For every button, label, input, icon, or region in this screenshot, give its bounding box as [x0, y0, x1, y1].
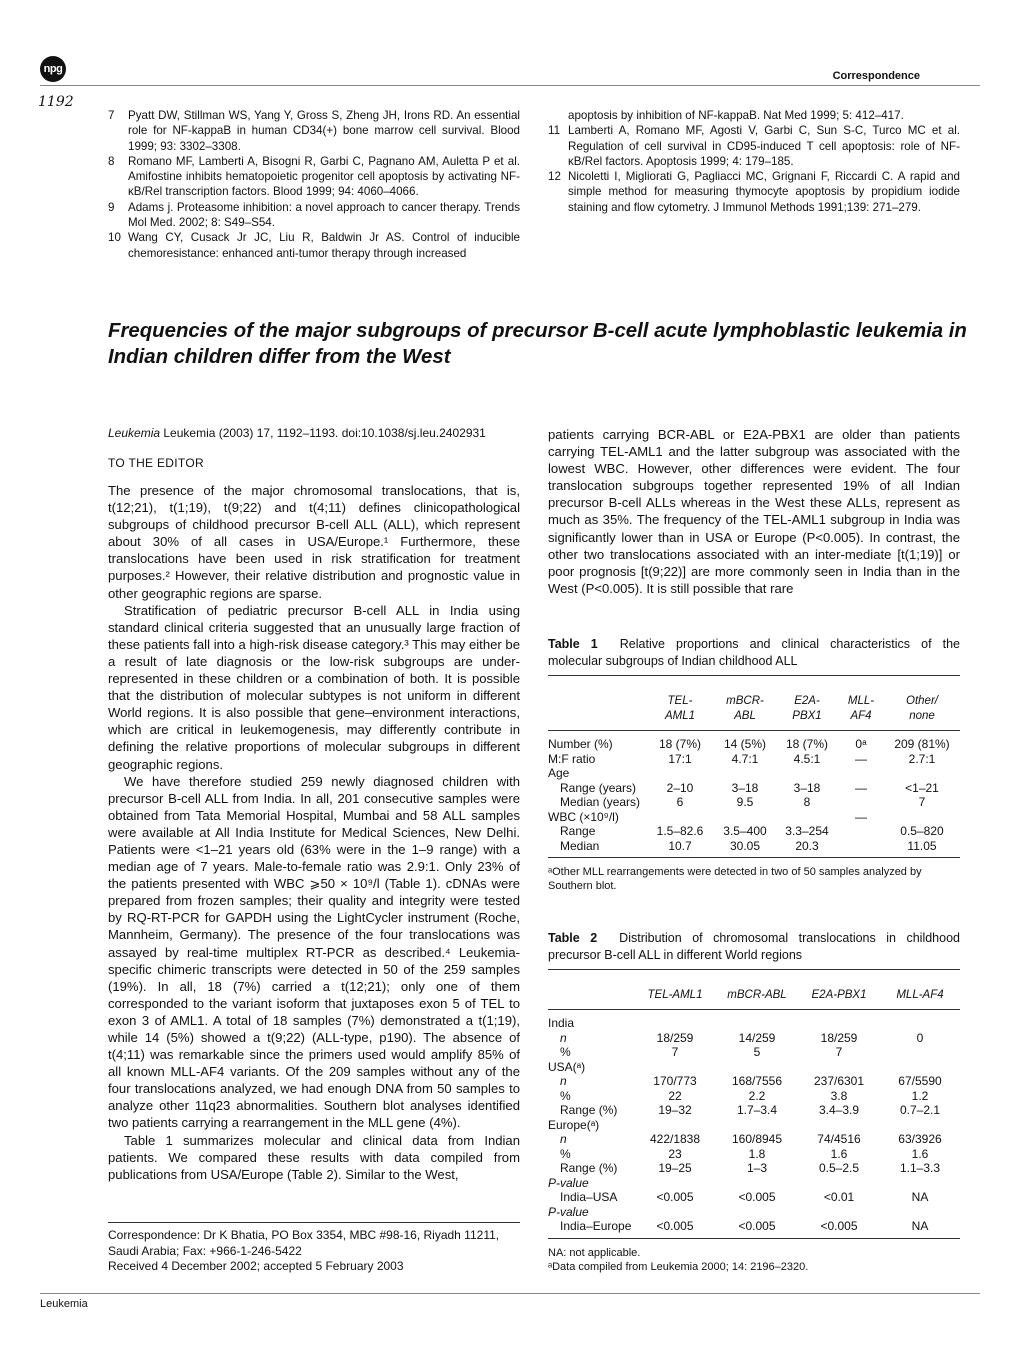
row-label: n	[560, 1030, 567, 1045]
table-row	[548, 1074, 960, 1089]
table-2-column-header	[548, 988, 634, 1010]
reference-entry	[108, 200, 520, 231]
reference-number: 9	[108, 200, 115, 214]
table-row	[548, 839, 960, 854]
table-row	[548, 810, 960, 825]
table-cell: 7	[918, 795, 926, 809]
table-cell: 23	[668, 1146, 682, 1161]
header-line: AF4	[850, 710, 872, 722]
table-2-footnote-2: ᵃData compiled from Leukemia 2000; 14: 2196–2320.	[548, 1260, 809, 1273]
table-1-bottom-rule	[548, 857, 960, 858]
table-cell: <0.005	[820, 1219, 858, 1233]
header-line: E2A-	[794, 695, 820, 707]
table-row	[548, 766, 960, 781]
table-cell: 3.5–400	[723, 824, 767, 838]
table-cell: 30.05	[729, 838, 761, 853]
table-cell	[646, 810, 714, 825]
section-label: Correspondence	[832, 70, 920, 82]
row-label: n	[560, 1132, 567, 1146]
table-row	[548, 781, 960, 796]
table-1-label: Table 1	[548, 637, 598, 651]
table-cell: 20.3	[795, 838, 819, 853]
paragraph: The presence of the major chromosomal translocations, that is, t(12;21), t(1;19), t(9;22) and t(4;11) defines clinicopathological subgroups of childhood precursor B-cell ALL (ALL), which represent about 30% of all cases in USA/Europe.¹ Furthermore, these translocations have been used in risk stratification for treatment purposes.² However, their relative distribution and prognostic value in other geographic regions are sparse.	[108, 483, 520, 601]
table-cell: 18 (7%)	[785, 737, 829, 751]
table-cell	[798, 1205, 880, 1220]
table-cell	[880, 1060, 960, 1075]
table-cell	[880, 1205, 960, 1220]
table-1-column-header	[884, 694, 960, 731]
row-label: USA(ᵃ)	[548, 1059, 586, 1074]
table-1-grid	[548, 694, 960, 853]
article-citation: Leukemia Leukemia (2003) 17, 1192–1193. doi:10.1038/sj.leu.2402931	[108, 426, 486, 440]
header-line: MLL-	[847, 695, 875, 707]
salutation: TO THE EDITOR	[108, 456, 204, 470]
header-line: Other/	[906, 695, 938, 707]
row-label: Europe(ᵃ)	[548, 1117, 600, 1132]
table-cell: 4.5:1	[793, 751, 821, 766]
table-cell: 2.7:1	[908, 751, 936, 766]
received-dates: Received 4 December 2002; accepted 5 February 2003	[108, 1259, 404, 1274]
table-cell: 168/7556	[731, 1074, 783, 1088]
reference-number: 10	[108, 231, 121, 245]
row-label: P-value	[548, 1175, 589, 1190]
table-2-column-header: TEL-AML1	[634, 988, 716, 1010]
table-cell: <0.005	[656, 1219, 694, 1233]
row-label: Range (%)	[560, 1103, 618, 1117]
table-cell	[798, 1010, 880, 1031]
table-cell	[776, 810, 838, 825]
table-cell: 1.1–3.3	[899, 1161, 941, 1175]
table-row	[548, 1176, 960, 1191]
table-row	[548, 1219, 960, 1234]
table-cell: 209 (81%)	[894, 737, 950, 751]
table-cell: 7	[835, 1045, 843, 1059]
table-cell: 2.2	[748, 1088, 766, 1103]
reference-text: Pyatt DW, Stillman WS, Yang Y, Gross S, Zheng JH, Irons RD. An essential role for NF-kappaB in human CD34(+) bone marrow cell survival. Blood 1999; 93: 3302–3308.	[128, 109, 520, 153]
table-cell	[838, 795, 884, 810]
table-cell	[838, 766, 884, 781]
paragraph: patients carrying BCR-ABL or E2A-PBX1 are older than patients carrying TEL-AML1 and the latter subgroup was associated with the lowest WBC. However, other differences were evident. The four translocation subgroups together represented 19% of all Indian precursor B-cell ALLs whereas in the West these ALLs, represent as much as 35%. The frequency of the TEL-AML1 subgroup in India was significantly lower than in USA or Europe (P<0.005). In contrast, the other two translocations associated with an inter-mediate [t(1;19)] or poor prognosis [t(9;22)] are more commonly seen in India than in the West (P<0.005). It is still possible that rare	[548, 427, 960, 596]
table-1-column-header	[646, 694, 714, 731]
table-cell: 1–3	[746, 1161, 768, 1175]
npg-logo: npg	[40, 56, 66, 82]
row-label: WBC (×10⁹/l)	[548, 809, 619, 824]
table-cell	[884, 810, 960, 825]
table-1-column-header	[714, 694, 776, 731]
right-body-column	[548, 426, 960, 597]
reference-number: 12	[548, 170, 561, 184]
row-label: %	[560, 1045, 571, 1059]
table-cell: 1.6	[830, 1146, 848, 1161]
header-line: mBCR-	[726, 695, 764, 707]
table-cell: 14/259	[738, 1030, 776, 1045]
correspondence-footnote	[108, 1228, 520, 1275]
table-cell	[798, 1060, 880, 1075]
paragraph: Table 1 summarizes molecular and clinical data from Indian patients. We compared these results with data compiled from publications from USA/Europe (Table 2). Similar to the West,	[108, 1132, 520, 1182]
table-1-header-row	[548, 694, 960, 731]
table-cell: 10.7	[668, 838, 692, 853]
table-2	[548, 930, 960, 1274]
table-cell	[838, 839, 884, 854]
references-right-column	[548, 108, 960, 215]
table-cell	[634, 1010, 716, 1031]
table-cell: 0ᵃ	[855, 737, 867, 751]
table-cell: 0.5–820	[900, 824, 944, 838]
table-cell	[880, 1045, 960, 1060]
row-label: Range (years)	[560, 780, 637, 795]
reference-text: Lamberti A, Romano MF, Agosti V, Garbi C, Sun S-C, Turco MC et al. Regulation of cell survival in CD95-induced T cell apoptosis: role of NF-κB/Rel factors. Apoptosis 1999; 4: 179–185.	[568, 124, 960, 168]
header-line: PBX1	[792, 710, 822, 722]
header-line: AML1	[664, 710, 696, 722]
table-row	[548, 1045, 960, 1060]
row-label: Range	[560, 824, 596, 838]
table-cell	[714, 810, 776, 825]
table-cell: 1.5–82.6	[656, 824, 704, 838]
table-cell: 1.2	[911, 1088, 929, 1103]
table-row	[548, 1031, 960, 1046]
row-label: n	[560, 1074, 567, 1088]
row-label: Range (%)	[560, 1161, 618, 1175]
row-label: M:F ratio	[548, 751, 596, 766]
table-1-column-header	[838, 694, 884, 731]
table-1-caption	[548, 636, 960, 669]
table-cell: 19–32	[658, 1103, 692, 1117]
table-cell: 17:1	[668, 751, 692, 766]
table-2-grid	[548, 988, 960, 1234]
correspondence-address: Correspondence: Dr K Bhatia, PO Box 3354, MBC #98-16, Riyadh 11211, Saudi Arabia; Fax: +966-1-246-5422	[108, 1228, 500, 1258]
table-cell: 170/773	[653, 1074, 697, 1088]
table-cell: 7	[671, 1045, 679, 1059]
reference-number: 8	[108, 154, 115, 168]
reference-entry	[548, 108, 960, 123]
table-cell	[646, 766, 714, 781]
table-1-caption-text: Relative proportions and clinical characteristics of the molecular subgroups of Indian childhood ALL	[548, 637, 960, 668]
table-cell: 422/1838	[649, 1132, 701, 1146]
table-cell: 74/4516	[817, 1132, 861, 1146]
table-row	[548, 1190, 960, 1205]
table-row	[548, 1147, 960, 1162]
table-cell: 0.7–2.1	[899, 1103, 941, 1117]
row-label: P-value	[548, 1204, 589, 1219]
table-row	[548, 1161, 960, 1176]
table-cell	[716, 1060, 798, 1075]
table-cell: NA	[911, 1190, 929, 1204]
table-cell: 3.8	[830, 1088, 848, 1103]
table-cell: 160/8945	[731, 1132, 783, 1146]
table-cell: 0	[916, 1030, 924, 1045]
table-cell: 4.7:1	[731, 751, 759, 766]
table-cell: 18/259	[656, 1030, 694, 1045]
table-2-bottom-rule	[548, 1238, 960, 1239]
table-cell: <0.005	[738, 1190, 776, 1204]
table-cell	[716, 1010, 798, 1031]
header-line: none	[909, 710, 935, 722]
table-cell	[716, 1176, 798, 1191]
table-cell	[716, 1205, 798, 1220]
table-row	[548, 1132, 960, 1147]
table-cell: 3–18	[793, 780, 821, 795]
article-title: Frequencies of the major subgroups of precursor B-cell acute lymphoblastic leukemia in Indian children differ from the West	[108, 320, 967, 368]
row-label: India–USA	[560, 1190, 618, 1204]
table-1-footnote: ᵃOther MLL rearrangements were detected in two of 50 samples analyzed by Southern blot.	[548, 866, 922, 892]
header-rule	[40, 85, 980, 86]
table-cell: 18 (7%)	[658, 737, 702, 751]
table-cell	[634, 1118, 716, 1133]
reference-number: 11	[548, 124, 561, 138]
table-cell: 9.5	[736, 795, 754, 809]
table-cell: <0.005	[738, 1219, 776, 1233]
table-cell: 14 (5%)	[723, 737, 767, 751]
reference-text: Adams j. Proteasome inhibition: a novel approach to cancer therapy. Trends Mol Med. 2002; 8: S49–S54.	[128, 200, 520, 230]
left-body-column	[108, 482, 520, 1183]
reference-entry	[108, 154, 520, 200]
table-cell: —	[855, 751, 867, 766]
reference-entry	[108, 230, 520, 261]
table-cell: 18/259	[820, 1030, 858, 1045]
reference-text: Nicoletti I, Migliorati G, Pagliacci MC, Grignani F, Riccardi C. A rapid and simple method for measuring thymocyte apoptosis by propidium iodide staining and flow cytometry. J Immunol Methods 1991;139: 271–279.	[568, 170, 960, 214]
table-cell	[880, 1010, 960, 1031]
row-label: India–Europe	[560, 1219, 632, 1233]
row-label: Median (years)	[560, 795, 641, 809]
table-cell: 1.6	[911, 1146, 929, 1161]
table-2-column-header: mBCR-ABL	[716, 988, 798, 1010]
table-cell: 3.4–3.9	[818, 1103, 860, 1117]
table-cell: <0.01	[823, 1190, 855, 1204]
row-label: Median	[560, 838, 600, 853]
table-2-header-row	[548, 988, 960, 1010]
table-cell	[880, 1176, 960, 1191]
table-2-column-header: E2A-PBX1	[798, 988, 880, 1010]
table-cell: 2–10	[666, 780, 694, 795]
journal-footer: Leukemia	[40, 1298, 88, 1310]
table-1-top-rule	[548, 675, 960, 694]
table-cell: 19–25	[658, 1161, 692, 1175]
table-cell: NA	[911, 1219, 929, 1233]
reference-text: Wang CY, Cusack Jr JC, Liu R, Baldwin Jr AS. Control of inducible chemoresistance: enhanced anti-tumor therapy through increased	[128, 231, 520, 260]
table-1-column-header	[548, 694, 646, 731]
reference-entry	[548, 169, 960, 215]
reference-text: Romano MF, Lamberti A, Bisogni R, Garbi C, Pagnano AM, Auletta P et al. Amifostine inhibits hematopoietic progenitor cell apoptosis by activating NF-κB/Rel transcription factors. Blood 1999; 94: 4060–4066.	[128, 154, 520, 199]
table-cell: 3–18	[731, 780, 759, 795]
table-1-column-header	[776, 694, 838, 731]
page-number: 1192	[38, 94, 74, 110]
table-cell: 1.7–3.4	[736, 1103, 778, 1117]
table-row	[548, 1103, 960, 1118]
table-row	[548, 1060, 960, 1075]
citation-text: Leukemia (2003) 17, 1192–1193. doi:10.1038/sj.leu.2402931	[163, 426, 486, 440]
reference-text: apoptosis by inhibition of NF-kappaB. Nat Med 1999; 5: 412–417.	[568, 109, 904, 122]
table-cell: 11.05	[907, 838, 937, 853]
table-cell: —	[855, 809, 867, 824]
table-cell: 8	[803, 795, 811, 809]
row-label: Number (%)	[548, 737, 613, 751]
table-cell	[798, 1176, 880, 1191]
table-row	[548, 1205, 960, 1220]
table-row	[548, 752, 960, 767]
table-cell	[634, 1176, 716, 1191]
table-cell: 67/5590	[898, 1074, 942, 1088]
reference-number: 7	[108, 109, 115, 122]
table-cell: <0.005	[656, 1190, 694, 1204]
header-line: TEL-	[667, 695, 693, 707]
table-cell	[884, 766, 960, 781]
table-row	[548, 1118, 960, 1133]
reference-entry	[108, 108, 520, 154]
table-cell	[714, 766, 776, 781]
table-2-caption	[548, 930, 960, 963]
table-cell: 6	[676, 795, 684, 809]
table-2-caption-text: Distribution of chromosomal translocations in childhood precursor B-cell ALL in different World regions	[548, 931, 960, 962]
table-cell: 22	[668, 1088, 682, 1103]
table-2-label: Table 2	[548, 931, 598, 945]
table-cell: 1.8	[748, 1146, 766, 1161]
row-label: Age	[548, 766, 570, 780]
row-label: India	[548, 1016, 575, 1030]
table-cell	[880, 1118, 960, 1133]
table-2-column-header: MLL-AF4	[880, 988, 960, 1010]
table-cell	[798, 1118, 880, 1133]
table-row	[548, 1010, 960, 1031]
footnote-rule	[108, 1222, 520, 1223]
table-cell	[838, 824, 884, 839]
table-1	[548, 636, 960, 893]
table-cell: 3.3–254	[785, 824, 829, 838]
table-row	[548, 795, 960, 810]
header-line: ABL	[734, 710, 756, 722]
table-row	[548, 1089, 960, 1104]
references-left-column	[108, 108, 520, 261]
table-cell: <1–21	[905, 780, 939, 795]
table-cell	[634, 1205, 716, 1220]
table-2-footnote-1: NA: not applicable.	[548, 1246, 641, 1259]
table-row	[548, 731, 960, 752]
table-cell	[716, 1118, 798, 1133]
reference-entry	[548, 123, 960, 169]
table-cell: 5	[753, 1045, 761, 1059]
table-cell: —	[855, 780, 867, 795]
table-cell: 237/6301	[813, 1074, 865, 1088]
paragraph: Stratification of pediatric precursor B-cell ALL in India using standard clinical criteria suggested that an unusually large fraction of these patients fall into a high-risk disease category.³ This may either be a result of late diagnosis or the low-risk subgroups are under-represented in these children or a combination of both. It is possible that the distribution of molecular subtypes is not uniform in different World regions. It is also possible that gene–environment interactions, which are critical in leukemogenesis, may differently contribute in defining the relative proportions of molecular subgroups in different geographic regions.	[108, 602, 520, 772]
row-label: %	[560, 1146, 571, 1161]
table-cell	[776, 766, 838, 781]
footer-rule	[40, 1293, 980, 1294]
table-row	[548, 824, 960, 839]
table-cell: 0.5–2.5	[818, 1161, 860, 1175]
table-cell	[634, 1060, 716, 1075]
table-cell: 63/3926	[898, 1132, 942, 1146]
paragraph: We have therefore studied 259 newly diagnosed children with precursor B-cell ALL from India. In all, 201 consecutive samples were obtained from Tata Memorial Hospital, Mumbai and 58 ALL samples were available at All India Institute for Medical Sciences, New Delhi. Patients were <1–21 years old (63% were in the 1–9 range) with a median age of 7 years. Male-to-female ratio was 2.9:1. Only 23% of the patients presented with WBC ⩾50 × 10⁹/l (Table 1). cDNAs were prepared from frozen samples; their quality and integrity were tested by RQ-RT-PCR for GAPDH using the LightCycler instrument (Roche, Mannheim, Germany). The presence of the four translocations was assayed by real-time multiplex RT-PCR as described.⁴ Leukemia-specific chimeric transcripts were detected in 50 of the 259 samples (19%). In all, 18 (7%) carried a t(12;21); only one of them corresponded to the variant isoform that juxtaposes exon 5 of TEL to exon 3 of AML1. A total of 18 samples (7%) demonstrated a t(1;19), while 14 (5%) showed a t(9;22) (ALL-type, p190). The absence of t(4;11) was remarkable since the primers used would amplify 85% of all known MLL-AF4 variants. Of the 209 samples without any of the four translocations analyzed, we had enough DNA from 50 samples to analyze other 11q23 abnormalities. Southern blot analyses identified two patients carrying a rearrangement in the MLL gene (4%).	[108, 773, 520, 1131]
row-label: %	[560, 1088, 571, 1103]
table-2-top-rule	[548, 969, 960, 988]
